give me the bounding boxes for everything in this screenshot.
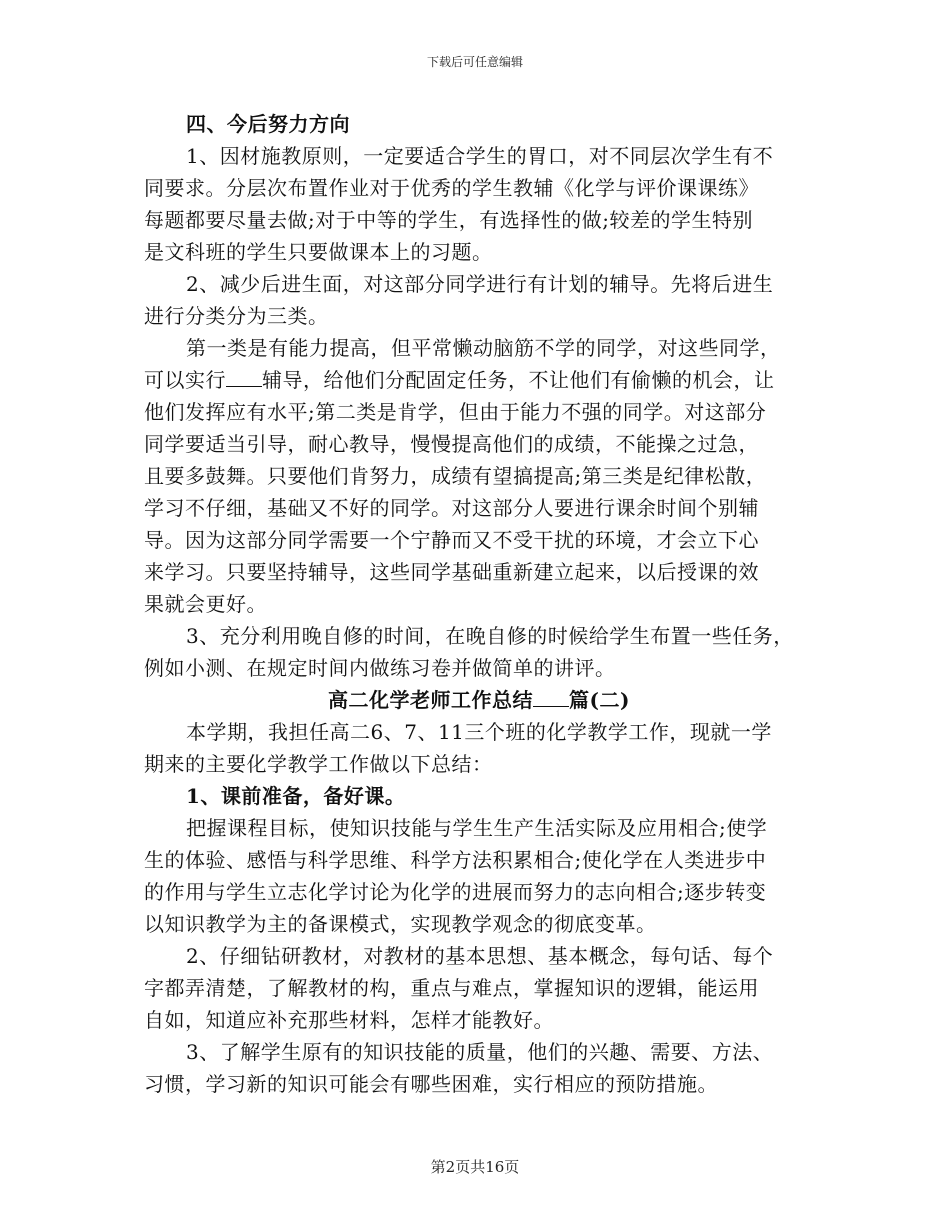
paragraph-line: 期来的主要化学教学工作做以下总结： [144,752,493,776]
page-header: 下载后可任意编辑 [426,55,523,69]
paragraph-line: 3、充分利用晚自修的时间，在晚自修的时候给学生布置一些任务， [186,624,794,648]
paragraph-line: 的作用与学生立志化学讨论为化学的进展而努力的志向相合;逐步转变 [144,880,767,904]
section-title [144,684,814,716]
paragraph-line: 导。因为这部分同学需要一个宁静而又不受干扰的环境，才会立下心 [144,528,759,552]
paragraph-line: 3、了解学生原有的知识技能的质量，他们的兴趣、需要、方法、 [186,1040,774,1064]
paragraph-line: 同学要适当引导，耐心教导，慢慢提高他们的成绩，不能操之过急， [144,432,759,456]
paragraph-line: 他们发挥应有水平;第二类是肯学，但由于能力不强的同学。对这部分 [144,400,767,424]
paragraph-line: 把握课程目标，使知识技能与学生生产生活实际及应用相合;使学 [186,816,768,840]
paragraph-line: 来学习。只要坚持辅导，这些同学基础重新建立起来，以后授课的效 [144,560,759,584]
page-footer: 第2页共16页 [430,1158,520,1176]
subheading: 1、课前准备，备好课。 [186,784,406,808]
section-heading: 四、今后努力方向 [186,112,350,136]
paragraph-line: 2、仔细钻研教材，对教材的基本思想、基本概念，每句话、每个 [186,944,774,968]
paragraph-line: 每题都要尽量去做;对于中等的学生，有选择性的做;较差的学生特别 [144,208,753,232]
paragraph-line: 习惯，学习新的知识可能会有哪些困难，实行相应的预防措施。 [144,1072,718,1096]
section-title-suffix: 篇(二) [569,688,630,712]
paragraph-line-end: 辅导，给他们分配固定任务，不让他们有偷懒的机会，让 [262,368,775,392]
paragraph-line: 本学期，我担任高二6、7、11三个班的化学教学工作，现就一学 [186,720,772,744]
paragraph-line [144,364,814,396]
paragraph-line: 以知识教学为主的备课模式，实现教学观念的彻底变革。 [144,912,657,936]
paragraph-line: 2、减少后进生面，对这部分同学进行有计划的辅导。先将后进生 [186,272,774,296]
paragraph-line: 学习不仔细，基础又不好的同学。对这部分人要进行课余时间个别辅 [144,496,759,520]
paragraph-line: 生的体验、感悟与科学思维、科学方法积累相合;使化学在人类进步中 [144,848,767,872]
paragraph-line: 第一类是有能力提高，但平常懒动脑筋不学的同学，对这些同学， [186,336,781,360]
fill-in-blank [533,688,569,707]
paragraph-line: 字都弄清楚，了解教材的构，重点与难点，掌握知识的逻辑，能运用 [144,976,759,1000]
paragraph-line-start: 可以实行 [144,368,226,392]
fill-in-blank [226,368,262,387]
paragraph-line: 例如小测、在规定时间内做练习卷并做简单的讲评。 [144,656,616,680]
paragraph-line: 同要求。分层次布置作业对于优秀的学生教辅《化学与评价课课练》 [144,176,759,200]
paragraph-line: 自如，知道应补充那些材料，怎样才能教好。 [144,1008,554,1032]
section-title-main: 高二化学老师工作总结 [328,688,534,712]
paragraph-line: 1、因材施教原则，一定要适合学生的胃口，对不同层次学生有不 [186,144,774,168]
paragraph-line: 进行分类分为三类。 [144,304,329,328]
paragraph-line: 果就会更好。 [144,592,267,616]
paragraph-line: 是文科班的学生只要做课本上的习题。 [144,240,493,264]
document-body [144,108,814,1100]
paragraph-line: 且要多鼓舞。只要他们肯努力，成绩有望搞提高;第三类是纪律松散， [144,464,767,488]
